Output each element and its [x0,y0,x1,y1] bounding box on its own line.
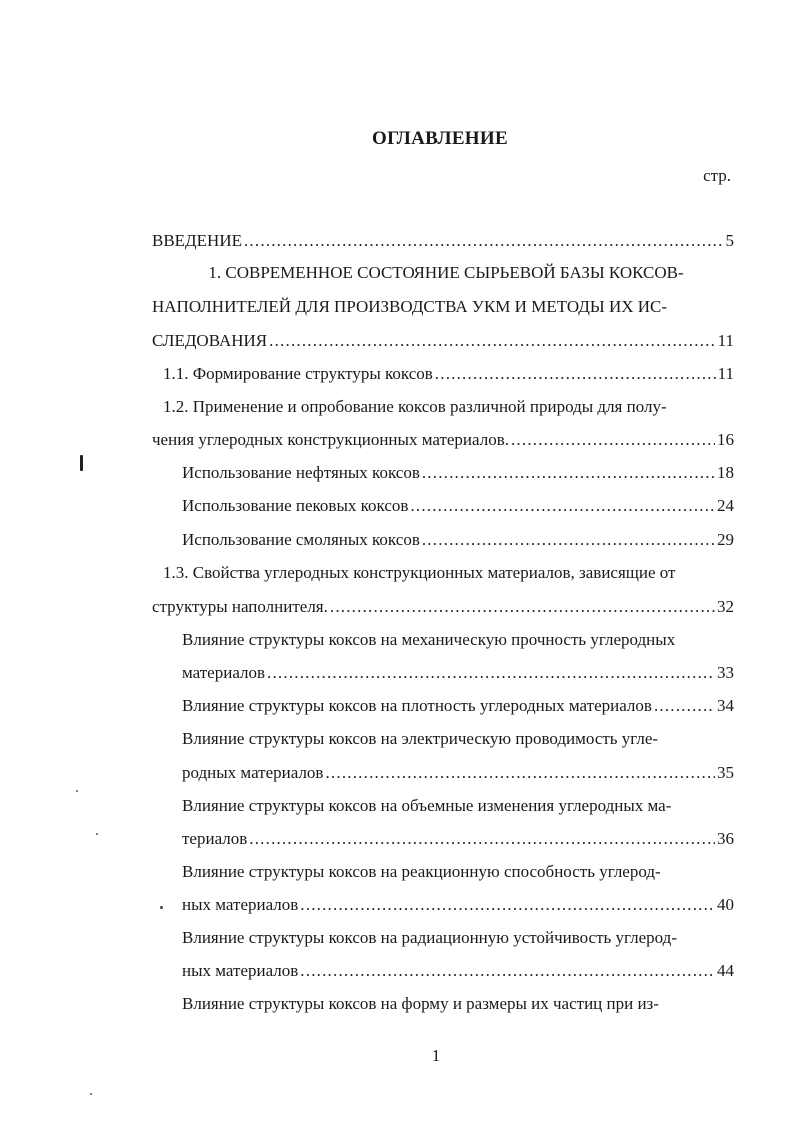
toc-entry-page: 11 [717,331,734,350]
dot-leader [422,462,715,484]
toc-entry-text: чения углеродных конструкционных материалов. [152,430,509,449]
dot-leader [267,662,715,684]
dot-leader [325,762,715,784]
scan-artifact [96,833,98,835]
toc-subitem-volume-line1[interactable]: Влияние структуры коксов на объемные изменения углеродных ма- [182,796,672,815]
toc-subitem-radiation-line1[interactable]: Влияние структуры коксов на радиационную устойчивость углерод- [182,928,677,947]
toc-subitem-shape-line1[interactable]: Влияние структуры коксов на форму и размеры их частиц при из- [182,994,659,1013]
toc-subitem-mechanical-line1[interactable]: Влияние структуры коксов на механическую прочность углеродных [182,630,676,649]
toc-subitem-electrical-line2[interactable] [182,762,734,784]
toc-section-1-3-line1[interactable]: 1.3. Свойства углеродных конструкционных материалов, зависящие от [163,563,676,582]
toc-entry-text: териалов [182,829,248,848]
toc-entry-text: Использование нефтяных коксов [182,463,420,482]
toc-subitem-tar-cokes[interactable] [182,529,734,551]
dot-leader [249,828,715,850]
toc-section-1-3-line2[interactable] [152,596,734,618]
toc-entry-text: структуры наполнителя. [152,597,328,616]
toc-entry-page: 35 [717,763,734,782]
toc-entry-text: 1.1. Формирование структуры коксов [163,364,433,383]
toc-chapter1-line1[interactable]: 1. СОВРЕМЕННОЕ СОСТОЯНИЕ СЫРЬЕВОЙ БАЗЫ КОКСОВ- [208,263,684,282]
toc-subitem-volume-line2[interactable] [182,828,734,850]
dot-leader [654,695,715,717]
toc-entry-page: 16 [717,430,734,449]
toc-entry-page: 11 [717,364,734,383]
scan-artifact [80,455,83,471]
toc-entry-text: ВВЕДЕНИЕ [152,231,242,250]
dot-leader [422,529,715,551]
toc-entry-page: 5 [725,231,734,250]
toc-entry-page: 29 [717,530,734,549]
toc-entry-page: 33 [717,663,734,682]
dot-leader [410,495,715,517]
dot-leader [244,230,724,252]
toc-entry-text: Влияние структуры коксов на плотность углеродных материалов [182,696,652,715]
page-column-label: стр. [703,166,731,185]
toc-section-1-1[interactable] [163,363,734,385]
toc-subitem-reactivity-line2[interactable] [182,894,734,916]
dot-leader [435,363,716,385]
toc-subitem-reactivity-line1[interactable]: Влияние структуры коксов на реакционную способность углерод- [182,862,661,881]
dot-leader [300,894,715,916]
dot-leader [300,960,715,982]
toc-entry-page: 34 [717,696,734,715]
toc-section-1-2-line2[interactable] [152,429,734,451]
toc-subitem-pitch-cokes[interactable] [182,495,734,517]
toc-entry-page: 36 [717,829,734,848]
scan-artifact [160,906,163,909]
toc-entry-text: СЛЕДОВАНИЯ [152,331,268,350]
toc-subitem-petroleum-cokes[interactable] [182,462,734,484]
scan-artifact [76,790,78,792]
toc-subitem-mechanical-line2[interactable] [182,662,734,684]
toc-subitem-density[interactable] [182,695,734,717]
toc-entry-page: 32 [717,597,734,616]
page-title: ОГЛАВЛЕНИЕ [372,128,508,149]
toc-entry-page: 40 [717,895,734,914]
dot-leader [269,330,715,352]
page-number: 1 [431,1046,441,1065]
toc-entry-text: Использование смоляных коксов [182,530,420,549]
toc-entry-text: материалов [182,663,266,682]
toc-entry-introduction[interactable] [152,230,734,252]
toc-chapter1-line2-text: НАПОЛНИТЕЛЕЙ ДЛЯ ПРОИЗВОДСТВА УКМ И МЕТОДЫ ИХ ИС- [152,297,668,316]
toc-subitem-radiation-line2[interactable] [182,960,734,982]
toc-entry-text: ных материалов [182,895,299,914]
toc-chapter1-line2[interactable] [152,296,740,318]
dot-leader [330,596,715,618]
toc-entry-text: родных материалов [182,763,324,782]
toc-entry-page: 44 [717,961,734,980]
toc-section-1-2-line1[interactable]: 1.2. Применение и опробование коксов различной природы для полу- [163,397,667,416]
toc-entry-page: 18 [717,463,734,482]
dot-leader [511,429,715,451]
toc-entry-text: ных материалов [182,961,299,980]
toc-entry-page: 24 [717,496,734,515]
toc-chapter1-line3[interactable] [152,330,734,352]
toc-subitem-electrical-line1[interactable]: Влияние структуры коксов на электрическую проводимость угле- [182,729,659,748]
toc-entry-text: Использование пековых коксов [182,496,409,515]
scan-artifact [90,1093,92,1095]
